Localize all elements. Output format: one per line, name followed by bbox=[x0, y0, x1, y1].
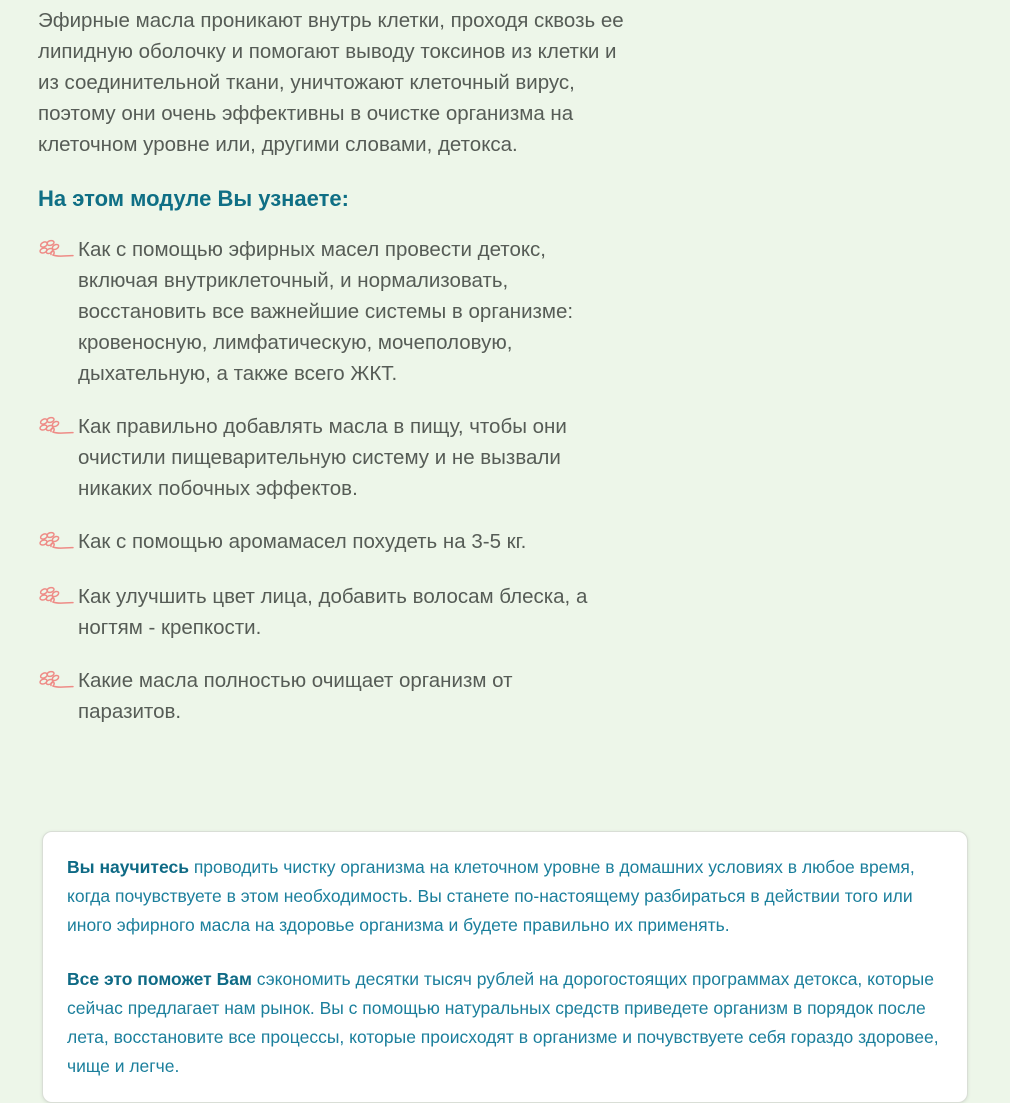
floral-sprig-icon bbox=[38, 234, 78, 267]
summary-paragraph-lead: Вы научитесь bbox=[67, 857, 189, 877]
list-item-text: Как с помощью аромамасел похудеть на 3-5 кг. bbox=[78, 530, 527, 553]
list-item-text: Как с помощью эфирных масел провести детокс, включая внутриклеточный, и нормализовать, восстановить все важнейшие системы в организме: кровеносную, лимфатическую, мочеполовую, дыхательную, а также всего ЖКТ. bbox=[78, 238, 574, 385]
list-item-text: Как улучшить цвет лица, добавить волосам блеска, а ногтям - крепкости. bbox=[78, 585, 588, 639]
list-item bbox=[38, 234, 1010, 389]
floral-sprig-icon bbox=[38, 411, 78, 444]
floral-sprig-icon bbox=[38, 581, 78, 614]
module-heading: На этом модуле Вы узнаете: bbox=[38, 186, 349, 211]
list-item bbox=[38, 526, 1010, 559]
summary-paragraph-text: проводить чистку организма на клеточном уровне в домашних условиях в любое время, когда почувствуете в этом необходимость. Вы станете по-настоящему разбираться в действии того или иного эфирного масла на здоровье организма и будете правильно их применять. bbox=[67, 857, 915, 935]
list-item bbox=[38, 411, 1010, 504]
summary-paragraph-text: сэкономить десятки тысяч рублей на дорогостоящих программах детокса, которые сейчас предлагает нам рынок. Вы с помощью натуральных средств приведете организм в порядок после лета, восстановите все процессы, которые происходят в организме и почувствуете себя гораздо здоровее, чище и легче. bbox=[67, 969, 939, 1076]
summary-paragraph-lead: Все это поможет Вам bbox=[67, 969, 252, 989]
benefits-list bbox=[38, 234, 1010, 727]
list-item-text: Как правильно добавлять масла в пищу, чтобы они очистили пищеварительную систему и не вызвали никаких побочных эффектов. bbox=[78, 415, 567, 500]
list-item bbox=[38, 581, 1010, 643]
summary-paragraph bbox=[67, 853, 943, 940]
list-item bbox=[38, 665, 1010, 727]
summary-card bbox=[42, 831, 968, 1103]
intro-paragraph: Эфирные масла проникают внутрь клетки, проходя сквозь ее липидную оболочку и помогают выводу токсинов из клетки и из соединительной ткани, уничтожают клеточный вирус, поэтому они очень эффективны в очистке организма на клеточном уровне или, другими словами, детокса. bbox=[38, 9, 624, 156]
list-item-text: Какие масла полностью очищает организм от паразитов. bbox=[78, 669, 513, 723]
floral-sprig-icon bbox=[38, 526, 78, 559]
floral-sprig-icon bbox=[38, 665, 78, 698]
summary-paragraph bbox=[67, 965, 943, 1081]
